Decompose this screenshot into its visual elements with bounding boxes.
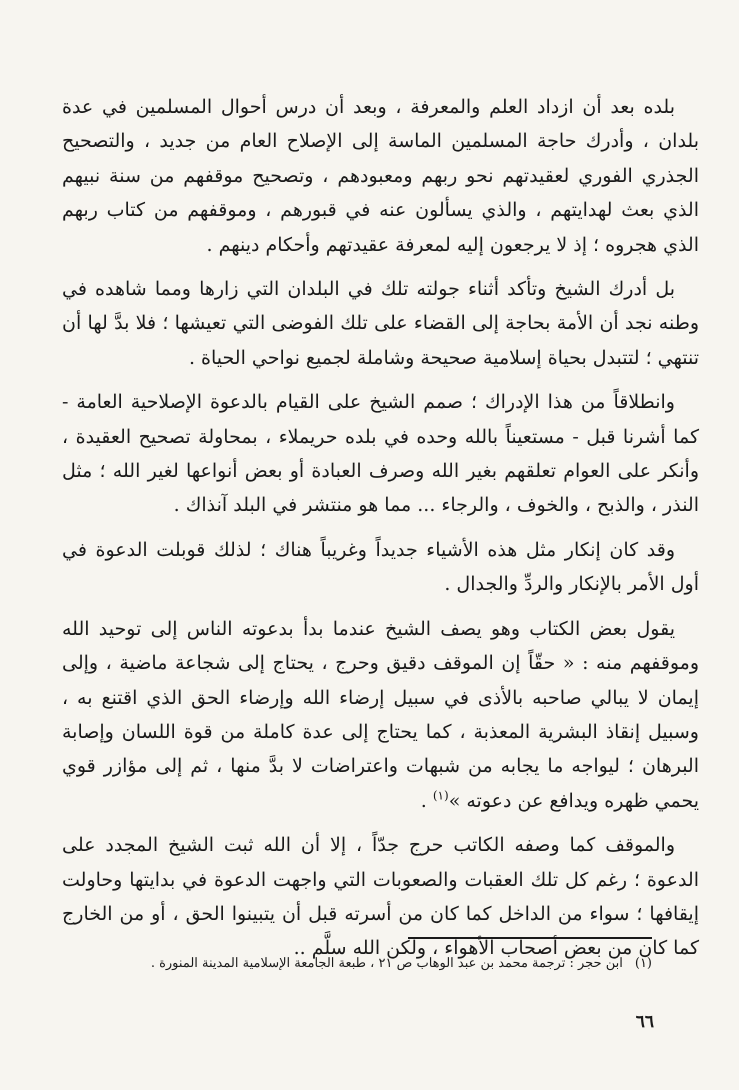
paragraph-2: بل أدرك الشيخ وتأكد أثناء جولته تلك في البلدان التي زارها ومما شاهده في وطنه نجد أن الأمة بحاجة إلى القضاء على تلك الفوضى التي تعيشها ؛ فلا بدَّ لها أن تنتهي ؛ لتتبدل بحياة إسلامية صحيحة وشاملة لجميع نواحي الحياة . xyxy=(62,278,699,369)
paragraph-5-end: . xyxy=(420,789,433,812)
paragraph-4: وقد كان إنكار مثل هذه الأشياء جديداً وغريباً هناك ؛ لذلك قوبلت الدعوة في أول الأمر بالإنكار والردِّ والجدال . xyxy=(62,538,699,596)
footnote xyxy=(62,954,652,974)
paragraph-1: بلده بعد أن ازداد العلم والمعرفة ، وبعد أن درس أحوال المسلمين في عدة بلدان ، وأدرك حاجة المسلمين الماسة إلى الإصلاح العام من جديد ، والتصحيح الجذري الفوري لعقيدتهم نحو ربهم ومعبودهم ، وتصحيح موقفهم من سنة نبيهم الذي بعث لهدايتهم ، والذي يسألون عنه في قبورهم ، وموقفهم من كتاب ربهم الذي هجروه ؛ إذ لا يرجعون إليه لمعرفة عقيدتهم وأحكام دينهم . xyxy=(62,96,699,256)
footnote-reference[interactable]: (١) xyxy=(432,788,449,803)
paragraph-5 xyxy=(62,612,699,818)
page-number: ٦٦ xyxy=(635,1012,654,1032)
footnote-divider xyxy=(408,937,652,939)
paragraph-5-text: يقول بعض الكتاب وهو يصف الشيخ عندما بدأ بدعوته الناس إلى توحيد الله وموقفهم منه : « حقّاً إن الموقف دقيق وحرج ، يحتاج إلى شجاعة ماضية ، وإلى إيمان لا يبالي صاحبه بالأذى في سبيل إرضاء الله وإرضاء الحق الذي اقتنع به ، وسبيل إنقاذ البشرية المعذبة ، كما يحتاج إلى عدة كاملة من قوة اللسان وإصابة البرهان ؛ ليواجه ما يجابه من شبهات واعتراضات لا بدَّ منها ، ثم إلى مؤازر قوي يحمي ظهره ويدافع عن دعوته » xyxy=(62,617,699,812)
footnote-number: (١) xyxy=(634,956,652,971)
paragraph-6: والموقف كما وصفه الكاتب حرج جدّاً ، إلا أن الله ثبت الشيخ المجدد على الدعوة ؛ رغم كل تلك العقبات والصعوبات التي واجهت الدعوة في بدايتها وحاولت إيقافها ؛ سواء من الداخل كما كان من أسرته قبل أن يتبينوا الحق ، أو من الخارج كما كان من بعض أصحاب الأهواء ، ولكن الله سلَّم .. xyxy=(62,834,699,960)
body-text xyxy=(62,90,699,976)
footnote-text: ابن حجر : ترجمة محمد بن عبد الوهاب ص ٢١ ، طبعة الجامعة الإسلامية المدينة المنورة . xyxy=(150,956,623,971)
paragraph-3: وانطلاقاً من هذا الإدراك ؛ صمم الشيخ على القيام بالدعوة الإصلاحية العامة - كما أشرنا قبل - مستعيناً بالله وحده في بلده حريملاء ، بمحاولة تصحيح العقيدة ، وأنكر على العوام تعلقهم بغير الله وصرف العبادة أو بعض أنواعها لغير الله ؛ مثل النذر ، والذبح ، والخوف ، والرجاء ... مما هو منتشر في البلد آنذاك . xyxy=(62,391,699,517)
